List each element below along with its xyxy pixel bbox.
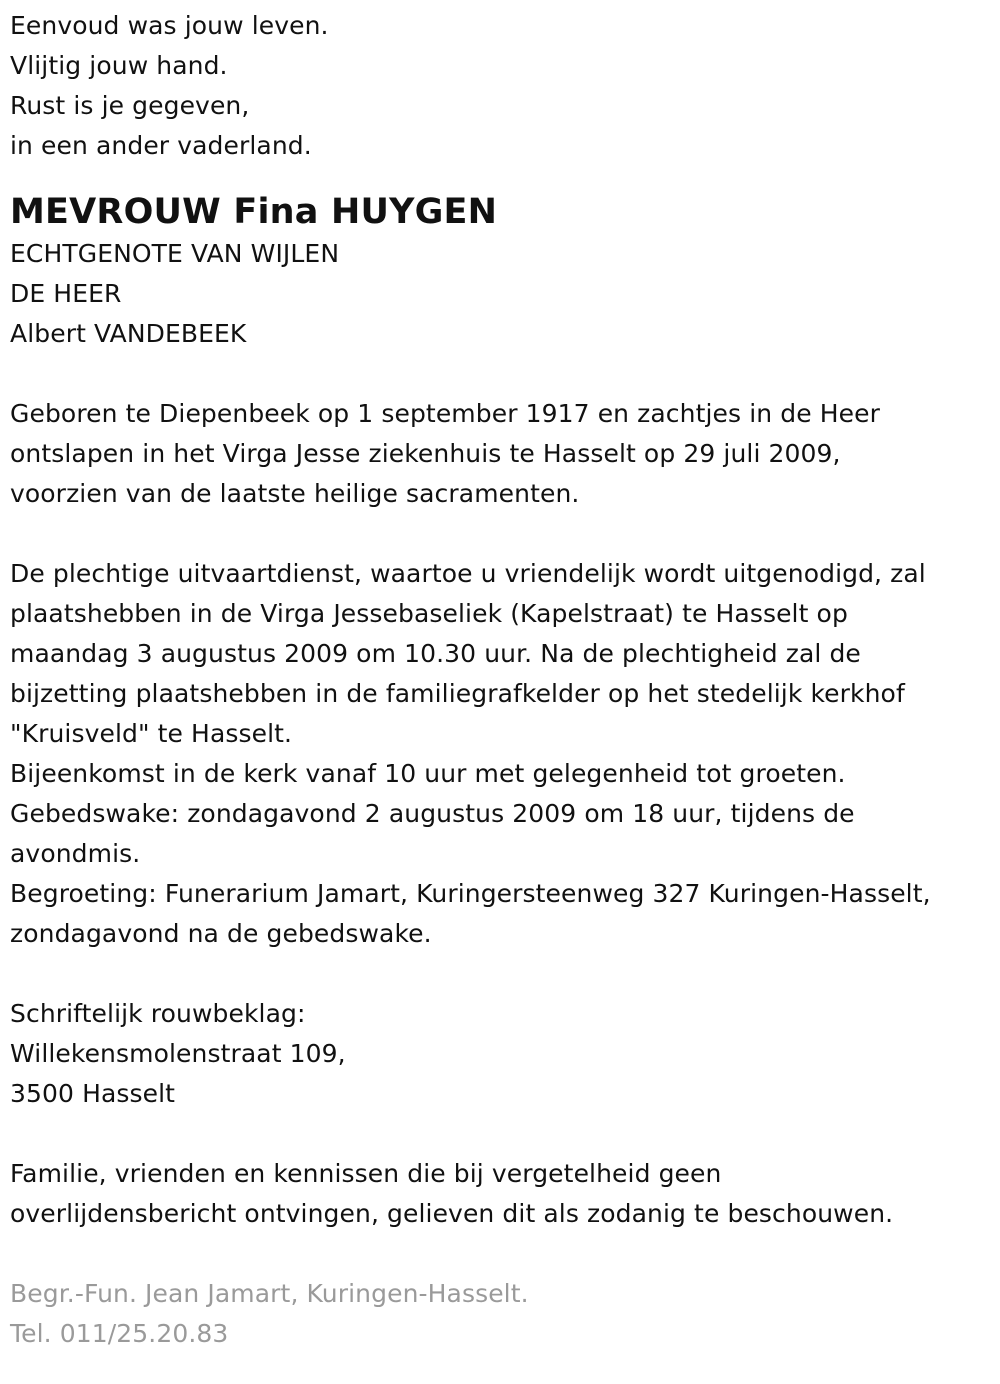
spacer [10, 166, 994, 190]
address-line: Schriftelijk rouwbeklag: [10, 999, 306, 1028]
spacer [10, 1114, 994, 1154]
birth-death-paragraph [10, 394, 994, 514]
paragraph-line: Geboren te Diepenbeek op 1 september 1917 en zachtjes in de Heer [10, 399, 880, 428]
poem-line: Eenvoud was jouw leven. [10, 11, 329, 40]
ceremony-paragraph [10, 554, 994, 954]
paragraph-line: maandag 3 augustus 2009 om 10.30 uur. Na de plechtigheid zal de [10, 639, 861, 668]
paragraph-line: "Kruisveld" te Hasselt. [10, 719, 293, 748]
poem-line: Rust is je gegeven, [10, 91, 250, 120]
footer-phone: Tel. 011/25.20.83 [10, 1319, 229, 1348]
paragraph-line: overlijdensbericht ontvingen, gelieven dit als zodanig te beschouwen. [10, 1199, 894, 1228]
paragraph-line: ontslapen in het Virga Jesse ziekenhuis te Hasselt op 29 juli 2009, [10, 439, 841, 468]
spacer [10, 1234, 994, 1274]
address-line: 3500 Hasselt [10, 1079, 176, 1108]
deceased-name-title: MEVROUW Fina HUYGEN [10, 192, 498, 232]
paragraph-line: avondmis. [10, 839, 141, 868]
paragraph-line: voorzien van de laatste heilige sacramenten. [10, 479, 580, 508]
paragraph-line: Familie, vrienden en kennissen die bij vergetelheid geen [10, 1159, 722, 1188]
footer-line: Begr.-Fun. Jean Jamart, Kuringen-Hasselt. [10, 1279, 529, 1308]
spacer [10, 354, 994, 394]
paragraph-line: bijzetting plaatshebben in de familiegrafkelder op het stedelijk kerkhof [10, 679, 905, 708]
poem-line: Vlijtig jouw hand. [10, 51, 228, 80]
spouse-line: Albert VANDEBEEK [10, 319, 247, 348]
spouse-line: ECHTGENOTE VAN WIJLEN [10, 239, 340, 268]
paragraph-line: De plechtige uitvaartdienst, waartoe u vriendelijk wordt uitgenodigd, zal [10, 559, 926, 588]
spouse-block [10, 234, 994, 354]
spacer [10, 954, 994, 994]
poem [10, 6, 994, 166]
paragraph-line: zondagavond na de gebedswake. [10, 919, 432, 948]
paragraph-line: Bijeenkomst in de kerk vanaf 10 uur met gelegenheid tot groeten. [10, 759, 846, 788]
paragraph-line: plaatshebben in de Virga Jessebaseliek (Kapelstraat) te Hasselt op [10, 599, 848, 628]
paragraph-line: Begroeting: Funerarium Jamart, Kuringersteenweg 327 Kuringen-Hasselt, [10, 879, 931, 908]
condolence-address [10, 994, 994, 1114]
address-line: Willekensmolenstraat 109, [10, 1039, 346, 1068]
spacer [10, 514, 994, 554]
obituary-notice [10, 6, 994, 1354]
poem-line: in een ander vaderland. [10, 131, 312, 160]
paragraph-line: Gebedswake: zondagavond 2 augustus 2009 om 18 uur, tijdens de [10, 799, 855, 828]
spouse-line: DE HEER [10, 279, 122, 308]
notice-paragraph [10, 1154, 994, 1234]
funeral-home-footer [10, 1274, 994, 1354]
